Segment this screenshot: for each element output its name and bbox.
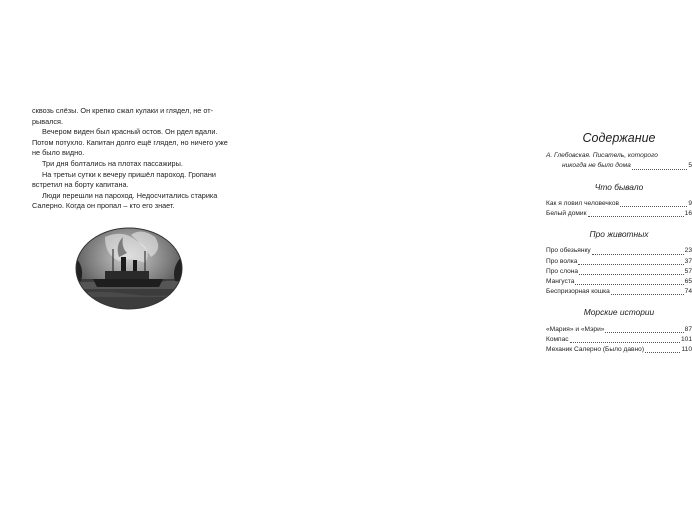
leader-dots	[620, 205, 687, 207]
paragraph: сквозь слёзы. Он крепко сжал кулаки и глядел, не от-рывался.	[32, 106, 214, 126]
section-title: Морские истории	[583, 307, 655, 318]
table-of-contents	[546, 133, 692, 355]
toc-entry[interactable]	[546, 209, 692, 219]
toc-entry[interactable]	[546, 325, 692, 335]
toc-intro-entry[interactable]	[546, 151, 692, 171]
leader-dots	[579, 273, 684, 275]
paragraph: Люди перешли на пароход. Недосчитались старика Салерно. Когда он пропал – кто его знает.	[32, 190, 218, 211]
entry-title: Компас	[546, 335, 569, 343]
page-number: 5	[688, 162, 692, 170]
entry-title: Как я ловил человечков	[546, 199, 619, 207]
page-number: 87	[684, 325, 692, 333]
page-number: 65	[684, 278, 692, 286]
toc-entry[interactable]	[546, 257, 692, 267]
entry-title: Про слона	[546, 267, 579, 275]
entry-title: Механик Салерно (Было давно)	[546, 346, 645, 354]
leader-dots	[605, 331, 683, 333]
entry-title: Белый домик	[546, 210, 587, 218]
intro-title-line2: никогда не было дома	[562, 162, 631, 170]
page-number: 16	[684, 210, 692, 218]
section-title: Что бывало	[594, 181, 644, 192]
intro-title-line1: Писатель, которого	[592, 152, 658, 160]
page-number: 37	[684, 257, 692, 265]
toc-entry[interactable]	[546, 345, 692, 355]
paragraph: Три дня болтались на плотах пассажиры.	[42, 158, 183, 168]
page-number: 101	[680, 335, 692, 343]
leader-dots	[645, 351, 680, 353]
entry-title: Мангуста	[546, 278, 575, 286]
toc-entry[interactable]	[546, 335, 692, 345]
toc-entry[interactable]	[546, 277, 692, 287]
story-text	[32, 106, 230, 212]
page-number: 23	[684, 247, 692, 255]
page-number: 57	[684, 267, 692, 275]
toc-entry[interactable]	[546, 287, 692, 297]
left-page	[0, 0, 250, 532]
toc-entry[interactable]	[546, 246, 692, 256]
toc-entry[interactable]	[546, 199, 692, 209]
entry-title: Про обезьянку	[546, 247, 591, 255]
right-page	[250, 0, 692, 532]
entry-title: Про волка	[546, 257, 578, 265]
leader-dots	[570, 341, 680, 343]
entry-title: «Мария» и «Мэри»	[546, 325, 605, 333]
leader-dots	[575, 283, 683, 285]
burning-ship-illustration	[75, 227, 183, 310]
page-number: 74	[684, 288, 692, 296]
page-number: 110	[681, 346, 692, 354]
paragraph: Вечером виден был красный остов. Он рдел вдали. Потом потухло. Капитан долго ещё глядел, но ничего уже не было видно.	[32, 127, 228, 158]
paragraph: На третьи сутки к вечеру пришёл пароход. Гропани встретил на борту капитана.	[32, 169, 216, 190]
leader-dots	[632, 168, 688, 170]
leader-dots	[588, 215, 684, 217]
intro-author: А. Глебовская.	[546, 152, 591, 160]
leader-dots	[611, 293, 684, 295]
section-title: Про животных	[589, 229, 649, 240]
toc-entry[interactable]	[546, 267, 692, 277]
page-number: 9	[688, 199, 692, 207]
leader-dots	[592, 253, 684, 255]
toc-title: Содержание	[582, 131, 656, 145]
leader-dots	[578, 263, 683, 265]
entry-title: Беспризорная кошка	[546, 288, 610, 296]
